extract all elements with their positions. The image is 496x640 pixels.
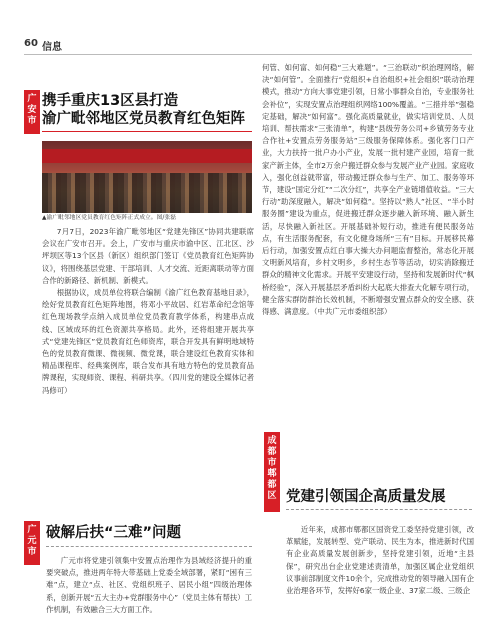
article3-dash-rule [286, 509, 472, 512]
article1-paragraph: 7月7日，2023年渝广毗邻地区“党建先锋区”协同共建联席会议在广安市召开。会上，广安市与重庆市渝中区、江北区、沙坪坝区等13个区县（新区）组织部门签订《党员教育红色矩阵协议》，将围绕基层党建、干部培训、人才交流、近距离联动等方面合作的新路径、新机制、新模式。 [42, 227, 254, 285]
article2-headline: 破解后扶“三难”问题 [46, 525, 182, 541]
section-title: 信息 [42, 42, 62, 53]
right-column-body [262, 62, 474, 318]
article2-paragraph: 广元市将党建引领集中安置点治理作为县域经济提升的重要突破点，推进两年特大带基础上党委全域部署，紧盯“困有三难”点，建立“点、社区、党组织班子、居民小组”四级治理体系，创新开展“五大主办+党群服务中心”（党员主体有帮扶）工作机制，有效融合三大方面工作。 [46, 556, 253, 614]
page-header [0, 0, 496, 52]
article1-title-rule [42, 131, 252, 132]
tag-char: 市 [267, 458, 277, 468]
region-tag-guangyuan [24, 521, 40, 565]
article1-paragraph: 根据协议，成员单位将联合编制《渝广红色教育基地目录》，绘好党员教育红色矩阵地图，将邓小平故居、红岩革命纪念馆等红色现场教学点纳入成员单位党员教育教学体系，构建串点成线、区域成环的红色资源共享格局。此外，还将组建开展共享式“党建先锋区”党员教育红色师资库，联合开发具有鲜明地域特色的党员教育微课、微视频、微党课，联合建设红色教育实体和精品课程库、经典案例库，联合发布具有地方特色的党员教育品牌课程，实现师资、课程、科研共享。（四川党的建设全媒体记者 冯修可） [42, 288, 254, 395]
header-rule [24, 54, 472, 55]
article3-body [286, 524, 474, 597]
tag-char: 都 [267, 480, 277, 490]
article1-photo-caption: ▲渝广毗邻地区党员教育红色矩阵正式成立。图/张磊 [42, 215, 176, 221]
region-tag-pidu [264, 432, 280, 512]
article1-body [42, 226, 254, 397]
tag-char: 广 [27, 525, 37, 535]
article2-dash-rule [46, 546, 252, 549]
region-tag-guangan [24, 90, 40, 134]
article2-body [46, 555, 252, 616]
tag-char: 成 [267, 436, 277, 446]
right-column-paragraph: 何管、如何富、如何稳“三大难题”。“三治联动”织治理网络，解决“如何管”。全面推行“党组织+自治组织+社会组织”联动治理模式，推动“方向大事党建引领，日常小事群众自治，专业服务社会补位”，实现安置点治理组织网络100%覆盖。“三措并举”强稳定基础，解决“如何富”。强化高质量就业，做实培训党员、人员培训、帮扶需求“三张清单”，构建“县级劳务公司+乡镇劳务专业合作社+安置点劳务服务站”三级服务保障体系。强化客门口产业，大力扶持一批户办小产业，发展一批村建产业园，培育一批家产新主体，全市2万余户搬迁群众参与发展产业产业园。家庭收入，强化创益就带富，带动搬迁群众参与生产、加工、服务等环节，建设“国定分红”“二次分红”，共享全产业链增值收益。“三大行动”助深度融入，解决“如何稳”。坚持以“熟人”社区、“半小时服务圈”建设为重点，促进搬迁群众逐步融入新环境、融入新生活，尽快融入新社区。开展基础补短行动，推进有便民服务站点，有生活服务配套，有文化健身场所“三有”目标。开展移民幕后行动，加强安置点红白事大操大办问题监督整治，常态化开展文明新风培育，乡村文明乡，乡村生态节等活动，切实消除搬迁群众的精神文化需求。开展平安建设行动，坚持和发展新时代“枫桥经验”，深入开展基层矛盾纠纷大起底大排查大化解专项行动，健全落实群防群治长效机制，不断增强安置点群众的安全感、获得感、满意度。（中共广元市委组织部） [262, 63, 474, 317]
article1-headline [42, 92, 262, 128]
article1-title-line2: 渝广毗邻地区党员教育红色矩阵 [42, 111, 245, 127]
article3-headline: 党建引领国企高质量发展 [286, 489, 446, 505]
article3-paragraph: 近年来，成都市郫都区国资党工委坚持党建引领，改革赋能，发展转型、党产联动、民生为本，推进新时代国有企业高质量发展创新步，坚持党建引领，近地“主县保”，研究出台企业党建述责清单，加强区属企业党组织议事前部制度文件10余个，完成推动党的领导融入国有企业治理各环节，发挥好6家一级企业、37家二级、三级企 [286, 525, 474, 596]
article1-photo [42, 141, 252, 213]
tag-char: 市 [27, 547, 37, 557]
article1-title-line1: 携手重庆13区县打造 [42, 93, 179, 109]
photo-people [42, 173, 252, 213]
tag-char: 元 [27, 536, 37, 546]
page-number: 60 [24, 38, 38, 49]
tag-char: 广 [27, 94, 37, 104]
tag-char: 市 [27, 116, 37, 126]
tag-char: 区 [267, 491, 277, 501]
tag-char: 安 [27, 105, 37, 115]
tag-char: 都 [267, 447, 277, 457]
tag-char: 郫 [267, 469, 277, 479]
photo-banner [42, 149, 252, 163]
